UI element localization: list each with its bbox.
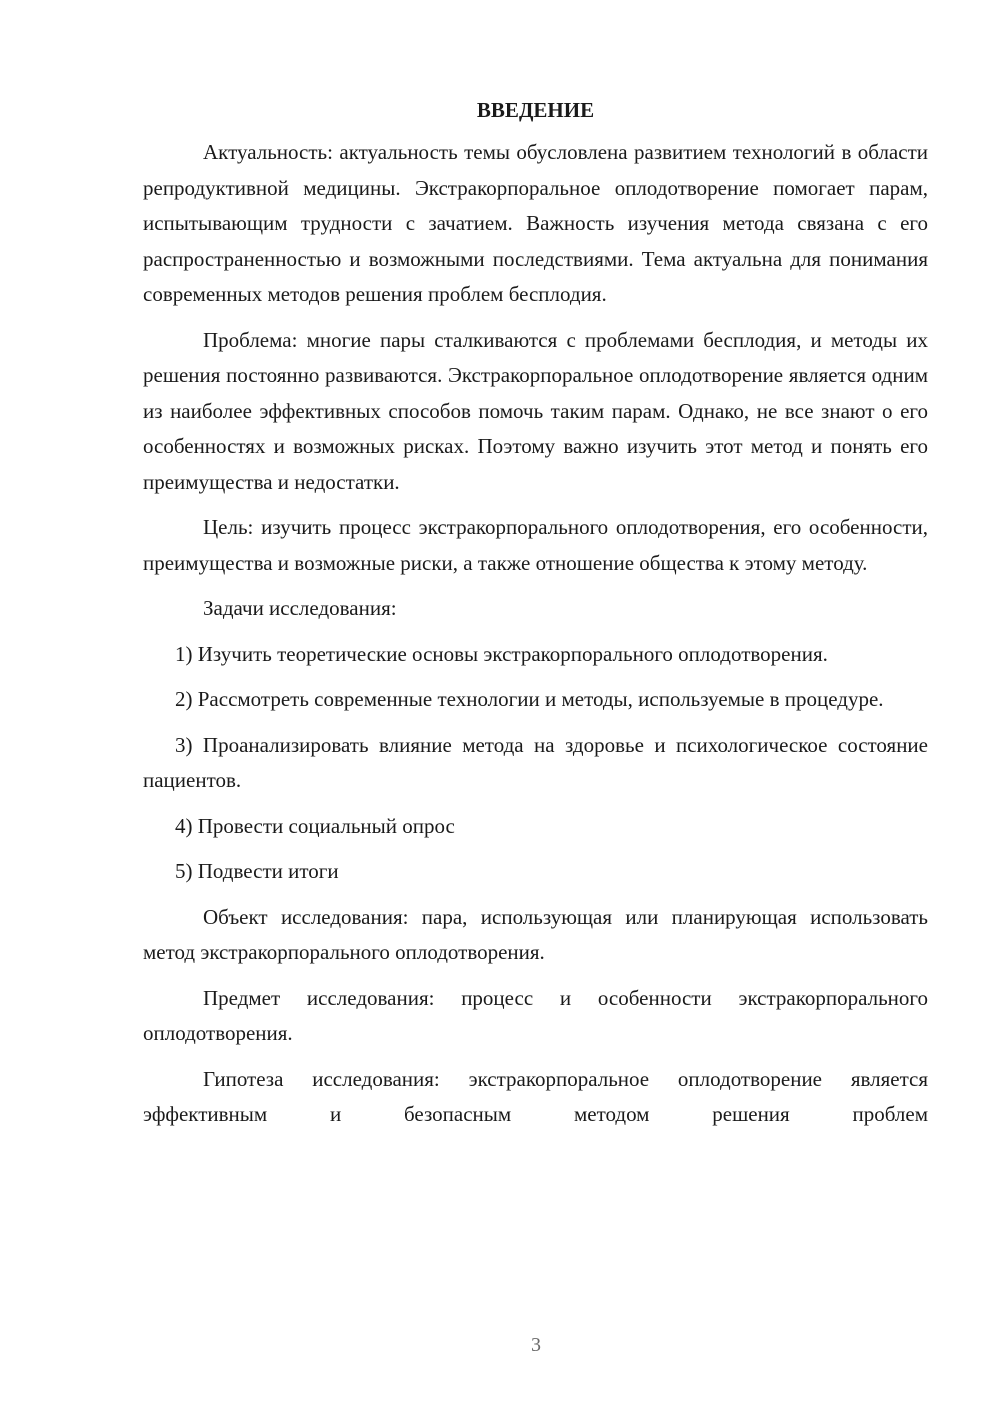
object-paragraph: Объект исследования: пара, использующая или планирующая использовать метод экстракорпорального оплодотворения. xyxy=(143,904,928,964)
task-item: 1) Изучить теоретические основы экстракорпорального оплодотворения. xyxy=(175,641,828,666)
page-body xyxy=(143,95,928,1143)
subject-paragraph: Предмет исследования: процесс и особенности экстракорпорального оплодотворения. xyxy=(143,985,928,1045)
task-item: 4) Провести социальный опрос xyxy=(175,813,455,838)
goal-paragraph: Цель: изучить процесс экстракорпорального оплодотворения, его особенности, преимущества и возможные риски, а также отношение общества к этому методу. xyxy=(143,515,928,575)
tasks-heading: Задачи исследования: xyxy=(203,596,397,620)
task-item: 3) Проанализировать влияние метода на здоровье и психологическое состояние пациентов. xyxy=(143,732,928,792)
section-heading: ВВЕДЕНИЕ xyxy=(476,98,595,122)
task-item: 5) Подвести итоги xyxy=(175,859,339,883)
problem-paragraph: Проблема: многие пары сталкиваются с проблемами бесплодия, и методы их решения постоянно развиваются. Экстракорпоральное оплодотворение является одним из наиболее эффективных способов помочь таким парам. Однако, не все знают о его особенностях и возможных рисках. Поэтому важно изучить этот метод и понять его преимущества и недостатки. xyxy=(143,327,928,494)
hypothesis-paragraph: Гипотеза исследования: экстракорпоральное оплодотворение является эффективным и безопасным методом решения проблем xyxy=(143,1066,928,1126)
task-item: 2) Рассмотреть современные технологии и методы, используемые в процедуре. xyxy=(175,687,884,711)
relevance-paragraph: Актуальность: актуальность темы обусловлена развитием технологий в области репродуктивной медицины. Экстракорпоральное оплодотворение помогает парам, испытывающим трудности с зачатием. Важность изучения метода связана с его распространенностью и возможными последствиями. Тема актуальна для понимания современных методов решения проблем бесплодия. xyxy=(143,140,928,306)
page-number: 3 xyxy=(531,1334,541,1356)
